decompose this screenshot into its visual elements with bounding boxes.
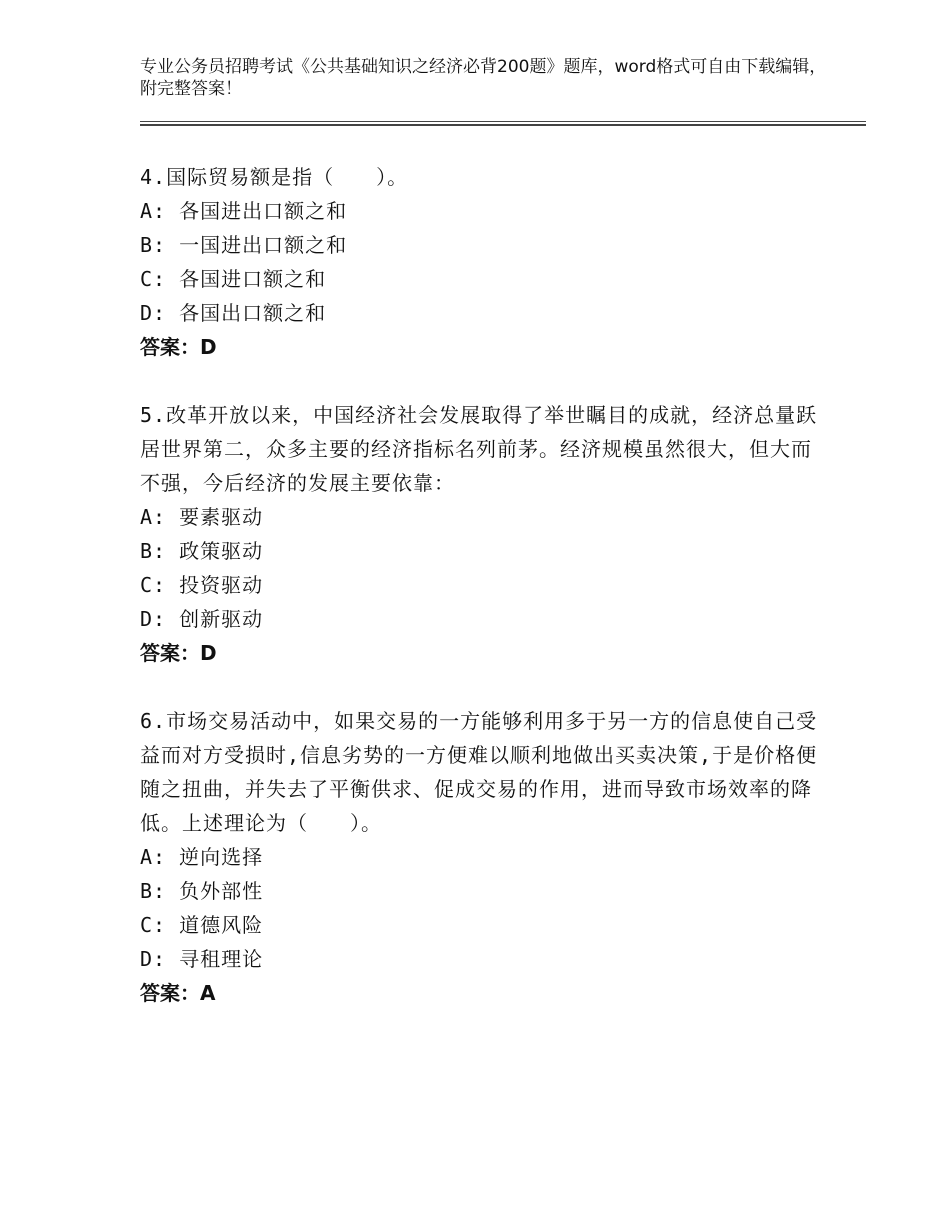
header-title: 专业公务员招聘考试《公共基础知识之经济必背200题》题库，word格式可自由下载编辑，附完整答案！	[140, 57, 827, 99]
option-c: C: 各国进口额之和	[140, 267, 327, 291]
option-b: B: 负外部性	[140, 879, 264, 903]
option-c: C: 投资驱动	[140, 573, 264, 597]
question-text: 5.改革开放以来，中国经济社会发展取得了举世瞩目的成就，经济总量跃居世界第二，众多主要的经济指标名列前茅。经济规模虽然很大，但大而不强，今后经济的发展主要依靠：	[140, 403, 818, 495]
option-d: D: 各国出口额之和	[140, 301, 327, 325]
question-list	[140, 160, 830, 1044]
question-item	[140, 398, 830, 670]
answer-line: 答案：D	[140, 641, 217, 665]
option-a: A: 逆向选择	[140, 845, 264, 869]
document-header	[140, 56, 840, 100]
option-d: D: 寻租理论	[140, 947, 264, 971]
question-item	[140, 704, 830, 1010]
question-text: 6.市场交易活动中，如果交易的一方能够利用多于另一方的信息使自己受益而对方受损时,信息劣势的一方便难以顺利地做出买卖决策,于是价格便随之扭曲，并失去了平衡供求、促成交易的作用，进而导致市场效率的降低。上述理论为（ ）。	[140, 709, 818, 835]
option-c: C: 道德风险	[140, 913, 264, 937]
question-text: 4.国际贸易额是指（ ）。	[140, 165, 409, 189]
option-a: A: 要素驱动	[140, 505, 264, 529]
question-item	[140, 160, 830, 364]
header-divider	[140, 121, 866, 126]
option-b: B: 一国进出口额之和	[140, 233, 348, 257]
option-a: A: 各国进出口额之和	[140, 199, 348, 223]
answer-line: 答案：D	[140, 335, 217, 359]
answer-line: 答案：A	[140, 981, 216, 1005]
option-b: B: 政策驱动	[140, 539, 264, 563]
option-d: D: 创新驱动	[140, 607, 264, 631]
